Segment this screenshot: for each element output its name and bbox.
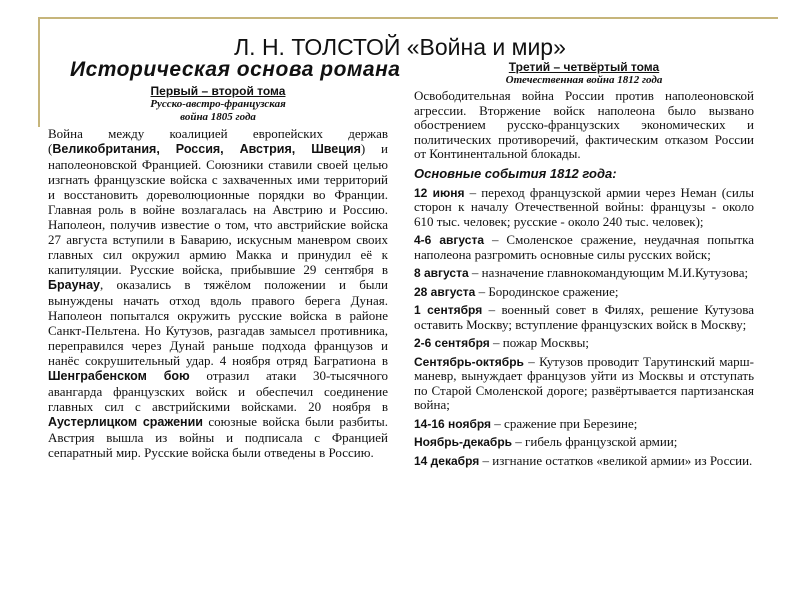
event-item [414, 266, 754, 281]
event-text: – Смоленское сражение, неудачная попытка наполеона разгромить основные силы русских войск; [414, 232, 755, 262]
left-war-line2: война 1805 года [180, 111, 256, 123]
event-date: 8 августа [414, 266, 469, 280]
page-title: Л. Н. ТОЛСТОЙ «Война и мир» [234, 34, 566, 60]
event-item [414, 233, 754, 262]
left-volumes-heading: Первый – второй тома [150, 84, 286, 98]
right-war-name: Отечественная война 1812 года [505, 74, 663, 86]
events-list [414, 186, 754, 469]
event-item [414, 186, 754, 230]
event-item [414, 285, 754, 300]
event-date: Ноябрь-декабрь [414, 435, 513, 449]
event-item [414, 303, 754, 332]
left-text-part: отразил атаки 30-тысячного авангарда французских войск и обеспечил соединение главных сил с австрийскими войсками. 20 ноября в [48, 368, 388, 414]
events-heading: Основные события 1812 года: [414, 165, 617, 181]
event-date: 4-6 августа [414, 233, 485, 247]
left-text-bold: Шенграбенском бою [48, 369, 190, 383]
event-date: 14-16 ноября [414, 416, 492, 431]
event-item [414, 454, 754, 469]
event-item [414, 336, 754, 351]
event-text: – назначение главнокомандующим М.И.Кутузова; [468, 265, 749, 280]
left-text-bold: Браунау [48, 278, 100, 292]
event-text: – изгнание остатков «великой армии» из России. [479, 452, 753, 468]
page-subtitle: Историческая основа романа [70, 58, 401, 81]
left-column [48, 84, 388, 460]
left-body-text [48, 126, 388, 460]
left-text-bold: Великобритания, Россия, Австрия, Швеция [52, 142, 361, 156]
event-text: – сражение при Березине; [491, 415, 638, 431]
event-date: Сентябрь-октябрь [414, 354, 524, 369]
event-date: 1 сентября [414, 303, 483, 317]
left-text-bold: Аустерлицком сражении [48, 415, 203, 429]
event-text: – переход французской армии через Неман (силы сторон к началу Отечественной войны: французы - около 610 тыс. человек; русские - около 240 тыс. человек); [414, 184, 754, 229]
event-item [414, 435, 754, 450]
decorative-top-line [38, 17, 778, 19]
event-date: 28 августа [414, 284, 476, 299]
left-text-part: союзные войска были разбиты. Австрия вышла из войны и подписала с Францией сепаратный мир. Русские войска были отведены в Россию. [48, 414, 388, 460]
event-date: 14 декабря [414, 453, 480, 468]
right-column [414, 60, 754, 468]
event-text: – Кутузов проводит Тарутинский марш-маневр, вынуждает французов уйти из Москвы и отступать по Старой Смоленской дороге; развёртывается партизанская война; [414, 353, 754, 412]
right-intro-text: Освободительная война России против наполеоновской агрессии. Вторжение войск наполеона было вызвано обострением русско-французских экономических и политических противоречий, фактическим отказом России от Континентальной блокады. [414, 88, 754, 161]
event-text: – пожар Москвы; [489, 335, 590, 350]
right-volumes-heading: Третий – четвёртый тома [508, 60, 660, 74]
left-text-part: , оказались в тяжёлом положении и были вынуждены начать отход вдоль правого берега Дуная. Наполеон попытался окружить русские войска в районе Санкт-Пельтена. Но Кутузов, разгадав замысел противника, переправился через Дунай раньше подхода французов и нанёс сокрушительный удар. 4 ноября отряд Багратиона в [48, 277, 388, 368]
event-text: – Бородинское сражение; [475, 283, 619, 299]
event-item [414, 355, 754, 413]
event-item [414, 417, 754, 432]
event-text: – гибель французской армии; [512, 434, 678, 449]
left-text-part: Война между коалицией европейских держав ( [48, 126, 388, 156]
left-text-part: ) и наполеоновской Францией. Союзники ставили своей целью изгнать французские войска с захваченных ими территорий и восстановить дореволюционные порядки во Франции. Главная роль в войне возлагалась на Австрию и Россию. Наполеон, получив известие о том, что австрийские войска 27 августа вступили в Баварию, искусным маневром своих главных сил окружил армию Макка и принудил её к капитуляции. Русские войска, прибывшие 29 сентября в [48, 141, 388, 277]
event-text: – военный совет в Филях, решение Кутузова оставить Москву; вступление французских войск в Москву; [414, 302, 754, 332]
event-date: 2-6 сентября [414, 336, 490, 350]
left-war-line1: Русско-австро-французская [150, 98, 286, 110]
event-date: 12 июня [414, 185, 465, 200]
